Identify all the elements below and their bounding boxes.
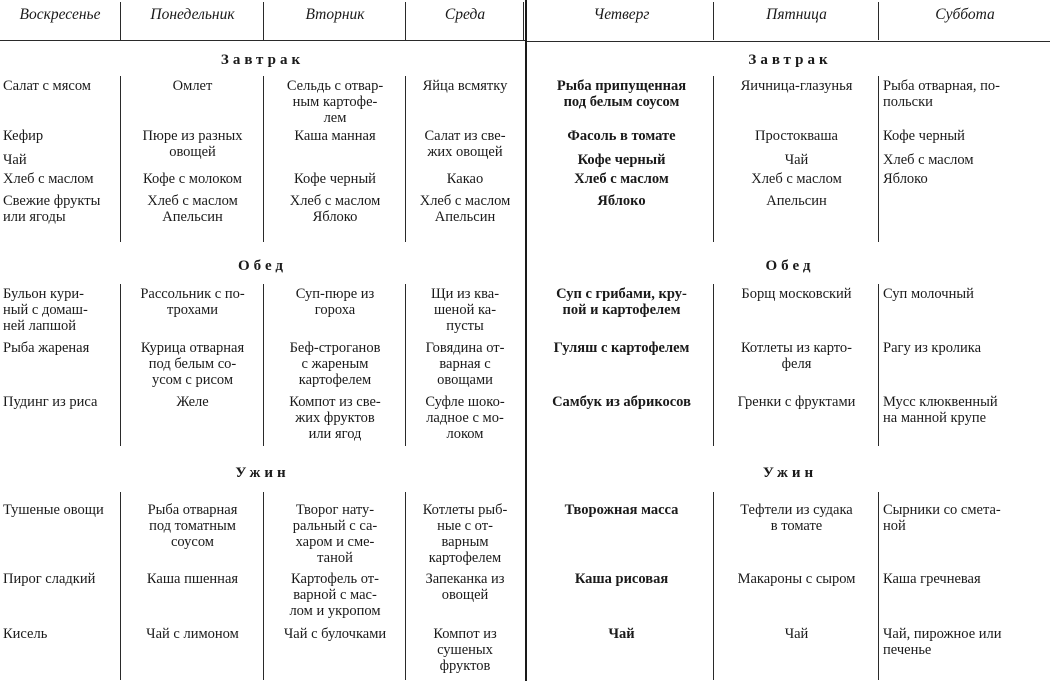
- menu-cell: Чай с булочками: [283, 626, 387, 642]
- column-divider: [713, 284, 714, 446]
- menu-cell: Хлеб с маслом Яблоко: [289, 193, 381, 225]
- column-divider: [263, 284, 264, 446]
- menu-cell: Борщ московский: [741, 286, 852, 302]
- header-divider: [878, 2, 879, 40]
- menu-cell: Картофель от- варной с мас- лом и укропом: [289, 571, 381, 619]
- menu-cell: Макароны с сыром: [737, 571, 856, 587]
- meal-title-right-2: Ужин: [762, 465, 818, 481]
- header-rule-left: [0, 40, 525, 41]
- menu-cell: Тушеные овощи: [3, 502, 104, 518]
- menu-cell: Желе: [176, 394, 209, 410]
- menu-cell: Чай: [608, 626, 635, 642]
- header-divider: [263, 2, 264, 40]
- menu-cell: Яблоко: [883, 171, 928, 187]
- menu-cell: Яблоко: [597, 193, 646, 209]
- menu-cell: Пюре из разных овощей: [142, 128, 243, 160]
- meal-title-left-0: Завтрак: [220, 52, 305, 68]
- meal-title-right-1: Обед: [765, 258, 815, 274]
- menu-cell: Рыба припущенная под белым соусом: [556, 78, 687, 110]
- column-divider: [405, 76, 406, 242]
- column-divider: [878, 76, 879, 242]
- menu-cell: Суп с грибами, кру- пой и картофелем: [556, 286, 687, 318]
- column-divider: [120, 284, 121, 446]
- column-divider: [713, 76, 714, 242]
- menu-cell: Сельдь с отвар- ным картофе- лем: [286, 78, 384, 126]
- menu-cell: Салат из све- жих овощей: [424, 128, 506, 160]
- menu-cell: Творог нату- ральный с са- харом и сме- таной: [292, 502, 378, 566]
- menu-cell: Кофе черный: [883, 128, 965, 144]
- menu-cell: Суфле шоко- ладное с мо- локом: [425, 394, 505, 442]
- menu-cell: Чай с лимоном: [146, 626, 239, 642]
- menu-cell: Запеканка из овощей: [425, 571, 505, 603]
- column-divider: [878, 492, 879, 680]
- column-divider: [120, 492, 121, 680]
- menu-cell: Рыба жареная: [3, 340, 90, 356]
- menu-cell: Хлеб с маслом: [574, 171, 669, 187]
- menu-cell: Курица отварная под белым со- усом с рисом: [140, 340, 245, 388]
- menu-cell: Гуляш с картофелем: [553, 340, 690, 356]
- menu-cell: Салат с мясом: [3, 78, 91, 94]
- menu-cell: Простокваша: [755, 128, 838, 144]
- menu-cell: Каша манная: [294, 128, 376, 144]
- menu-cell: Кефир: [3, 128, 44, 144]
- menu-cell: Кофе черный: [294, 171, 376, 187]
- menu-cell: Компот из сушеных фруктов: [433, 626, 497, 674]
- column-divider: [405, 492, 406, 680]
- menu-cell: Самбук из абрикосов: [552, 394, 691, 410]
- menu-cell: Рагу из кролика: [883, 340, 982, 356]
- menu-cell: Щи из ква- шеной ка- пусты: [430, 286, 500, 334]
- menu-cell: Гренки с фруктами: [737, 394, 856, 410]
- menu-cell: Котлеты из карто- феля: [740, 340, 852, 372]
- column-divider: [120, 76, 121, 242]
- meal-title-right-0: Завтрак: [748, 52, 832, 68]
- header-divider: [713, 2, 714, 40]
- menu-cell: Компот из све- жих фруктов или ягод: [289, 394, 381, 442]
- menu-cell: Беф-строганов с жареным картофелем: [289, 340, 381, 388]
- day-header-3: Среда: [444, 6, 486, 23]
- day-header-6: Суббота: [935, 6, 995, 23]
- header-rule-right: [525, 41, 1050, 42]
- menu-cell: Кисель: [3, 626, 48, 642]
- menu-cell: Чай: [784, 152, 809, 168]
- menu-cell: Тефтели из судака в томате: [740, 502, 853, 534]
- day-header-1: Понедельник: [150, 6, 235, 23]
- menu-cell: Суп-пюре из гороха: [295, 286, 375, 318]
- menu-cell: Чай: [784, 626, 809, 642]
- menu-cell: Хлеб с маслом: [3, 171, 94, 187]
- meal-title-left-2: Ужин: [235, 465, 290, 481]
- menu-cell: Суп молочный: [883, 286, 974, 302]
- menu-cell: Кофе с молоком: [143, 171, 242, 187]
- menu-cell: Рыба отварная, по- польски: [883, 78, 1000, 110]
- menu-cell: Омлет: [172, 78, 213, 94]
- header-divider: [120, 2, 121, 40]
- menu-cell: Каша пшенная: [146, 571, 239, 587]
- menu-cell: Каша гречневая: [883, 571, 981, 587]
- menu-cell: Каша рисовая: [574, 571, 669, 587]
- meal-title-left-1: Обед: [237, 258, 288, 274]
- page-gutter-divider: [525, 0, 527, 681]
- menu-cell: Кофе черный: [577, 152, 666, 168]
- menu-cell: Апельсин: [766, 193, 827, 209]
- day-header-2: Вторник: [305, 6, 365, 23]
- menu-cell: Чай: [3, 152, 27, 168]
- menu-cell: Яичница-глазунья: [740, 78, 853, 94]
- header-divider: [523, 2, 524, 40]
- menu-cell: Хлеб с маслом Апельсин: [147, 193, 238, 225]
- menu-cell: Мусс клюквенный на манной крупе: [883, 394, 998, 426]
- day-header-0: Воскресенье: [19, 6, 101, 23]
- menu-cell: Сырники со смета- ной: [883, 502, 1001, 534]
- menu-cell: Чай, пирожное или печенье: [883, 626, 1002, 658]
- menu-cell: Пудинг из риса: [3, 394, 98, 410]
- menu-cell: Бульон кури- ный с домаш- ней лапшой: [3, 286, 88, 334]
- menu-cell: Котлеты рыб- ные с от- варным картофелем: [422, 502, 508, 566]
- menu-cell: Хлеб с маслом: [883, 152, 974, 168]
- menu-cell: Яйца всмятку: [422, 78, 508, 94]
- menu-cell: Творожная масса: [564, 502, 679, 518]
- column-divider: [263, 76, 264, 242]
- day-header-4: Четверг: [593, 6, 650, 23]
- menu-cell: Хлеб с маслом Апельсин: [419, 193, 511, 225]
- day-header-5: Пятница: [766, 6, 827, 23]
- menu-cell: Фасоль в томате: [567, 128, 676, 144]
- column-divider: [713, 492, 714, 680]
- menu-cell: Пирог сладкий: [3, 571, 96, 587]
- menu-cell: Рыба отварная под томатным соусом: [147, 502, 238, 550]
- header-divider: [405, 2, 406, 40]
- column-divider: [405, 284, 406, 446]
- column-divider: [263, 492, 264, 680]
- menu-cell: Свежие фрукты или ягоды: [3, 193, 101, 225]
- column-divider: [878, 284, 879, 446]
- menu-cell: Хлеб с маслом: [751, 171, 842, 187]
- menu-cell: Говядина от- варная с овощами: [425, 340, 505, 388]
- menu-cell: Рассольник с по- трохами: [140, 286, 245, 318]
- menu-cell: Какао: [446, 171, 484, 187]
